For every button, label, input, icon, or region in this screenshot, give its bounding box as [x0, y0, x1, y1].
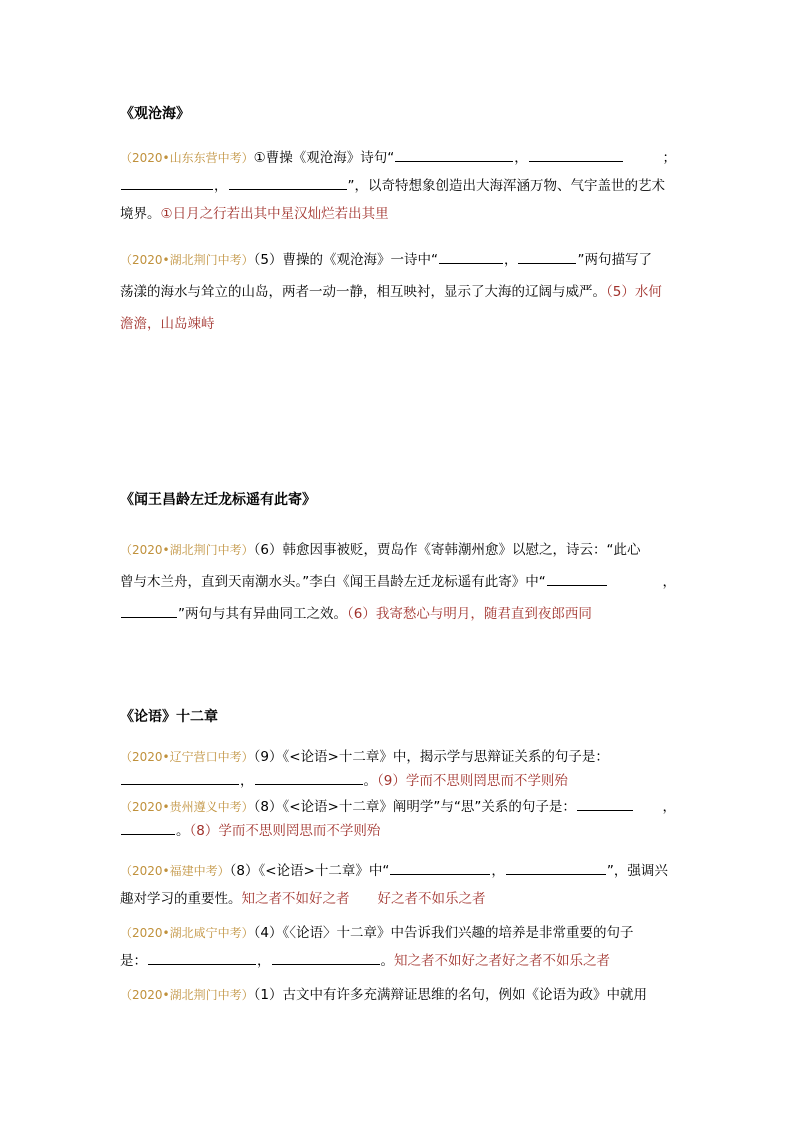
- question-jingmen-5: （2020•湖北荆门中考）（5）曹操的《观沧海》一诗中“ ， ”两句描写了 荡漾的海水与耸立的山岛，两者一动一静，相互映衬，显示了大海的辽阔与威严。（5）水何 澹澹，山岛竦峙: [120, 244, 676, 340]
- question-source: （2020•贵州遵义中考）: [120, 800, 254, 814]
- answer-blank[interactable]: [439, 249, 503, 264]
- question-text: ”，以奇特想象创造出大海浑涵万物、气宇盖世的艺术: [347, 178, 665, 194]
- question-text: 境界。: [120, 206, 161, 222]
- answer-text: 知之者不如好之者: [241, 891, 350, 907]
- answer-text: 好之者不如乐之者: [377, 891, 486, 907]
- question-xianning: （2020•湖北咸宁中考）（4）《〈论语〉十二章》中告诉我们兴趣的培养是非常重要的句子 是： ， 。知之者不如好之者好之者不如乐之者: [120, 925, 634, 969]
- answer-text: （5）水何: [606, 284, 662, 300]
- question-text: ”，强调兴: [606, 863, 668, 879]
- question-text: 荡漾的海水与耸立的山岛，两者一动一静，相互映衬，显示了大海的辽阔与威严。: [120, 284, 606, 300]
- question-text: （4）《〈论语〉十二章》中告诉我们兴趣的培养是非常重要的句子: [253, 925, 634, 941]
- answer-blank[interactable]: [547, 571, 607, 586]
- question-yingkou: （2020•辽宁营口中考）（9）《<论语>十二章》中，揭示学与思辩证关系的句子是： ， 。（9）学而不思则罔思而不学则殆: [120, 749, 609, 789]
- answer-text: （6）我寄愁心与明月，随君直到夜郎西同: [347, 606, 592, 622]
- question-jingmen-1: [120, 981, 676, 1009]
- question-source: （2020•山东东营中考）: [120, 151, 254, 165]
- section-heading-wenwangchangling: 《闻王昌龄左迁龙标遥有此寄》: [120, 492, 316, 508]
- answer-blank[interactable]: [121, 770, 239, 785]
- question-text: 曾与木兰舟，直到天南潮水头。”李白《闻王昌龄左迁龙标遥有此寄》中“: [120, 574, 546, 590]
- answer-blank[interactable]: [121, 603, 177, 618]
- question-text: （9）《<论语>十二章》中，揭示学与思辩证关系的句子是：: [253, 749, 609, 765]
- question-text: ”两句与其有异曲同工之效。: [178, 606, 347, 622]
- question-jingmen-6: （2020•湖北荆门中考）（6）韩愈因事被贬，贾岛作《寄韩潮州愈》以慰之，诗云：“此心 曾与木兰舟，直到天南潮水头。”李白《闻王昌龄左迁龙标遥有此寄》中“ ， ”两句与其有异曲同工之效。（6）我寄愁心与明月，随君直到夜郎西同: [120, 542, 676, 622]
- question-source: （2020•湖北荆门中考）: [120, 988, 254, 1002]
- question-text: ”两句描写了: [577, 252, 652, 268]
- answer-blank[interactable]: [272, 950, 380, 965]
- question-text: （1）古文中有许多充满辩证思维的名句，例如《论语为政》中就用: [253, 987, 647, 1003]
- answer-blank[interactable]: [506, 860, 606, 875]
- answer-blank[interactable]: [529, 147, 623, 162]
- question-fujian: （2020•福建中考）（8）《<论语>十二章》中“ ， ”，强调兴 趣对学习的重要性。知之者不如好之者 好之者不如乐之者: [120, 857, 676, 913]
- answer-blank[interactable]: [518, 249, 576, 264]
- question-source: （2020•福建中考）: [120, 864, 230, 878]
- answer-blank[interactable]: [229, 175, 347, 190]
- answer-text: （8）学而不思则罔思而不学则殆: [189, 823, 381, 839]
- question-zunyi: （2020•贵州遵义中考）（8）《<论语>十二章》阐明学”与“思”关系的句子是： ， 。（8）学而不思则罔思而不学则殆: [120, 795, 676, 843]
- question-source: （2020•辽宁营口中考）: [120, 750, 254, 764]
- question-source: （2020•湖北荆门中考）: [120, 253, 254, 267]
- question-text: （8）《<论语>十二章》阐明学”与“思”关系的句子是：: [253, 799, 576, 815]
- question-dongying: （2020•山东东营中考）①曹操《观沧海》诗句“ ， ； ， ”，以奇特想象创造出大海浑涵万物、气宇盖世的艺术 境界。①日月之行若出其中星汉灿烂若出其里: [120, 144, 676, 228]
- answer-blank[interactable]: [255, 770, 363, 785]
- answer-blank[interactable]: [121, 175, 213, 190]
- question-text: 趣对学习的重要性。: [120, 891, 242, 907]
- answer-text: 知之者不如好之者好之者不如乐之者: [394, 953, 610, 969]
- answer-blank[interactable]: [577, 796, 633, 811]
- answer-text: （9）学而不思则罔思而不学则殆: [377, 773, 568, 789]
- answer-blank[interactable]: [390, 860, 490, 875]
- question-text: 是：: [120, 953, 147, 969]
- question-source: （2020•湖北荆门中考）: [120, 543, 254, 557]
- section-heading-lunyu: 《论语》十二章: [120, 709, 218, 725]
- section-heading-guancanghai: 《观沧海》: [120, 106, 190, 122]
- answer-blank[interactable]: [395, 147, 513, 162]
- question-text: （5）曹操的《观沧海》一诗中“: [253, 252, 438, 268]
- question-text: （6）韩愈因事被贬，贾岛作《寄韩潮州愈》以慰之，诗云：“此心: [253, 542, 641, 558]
- question-text: （8）《<论语>十二章》中“: [229, 863, 390, 879]
- answer-text: 澹澹，山岛竦峙: [120, 316, 215, 332]
- question-text: ①曹操《观沧海》诗句“: [253, 150, 395, 166]
- answer-text: ①日月之行若出其中星汉灿烂若出其里: [160, 206, 389, 222]
- question-source: （2020•湖北咸宁中考）: [120, 926, 254, 940]
- answer-blank[interactable]: [148, 950, 256, 965]
- answer-blank[interactable]: [121, 820, 175, 835]
